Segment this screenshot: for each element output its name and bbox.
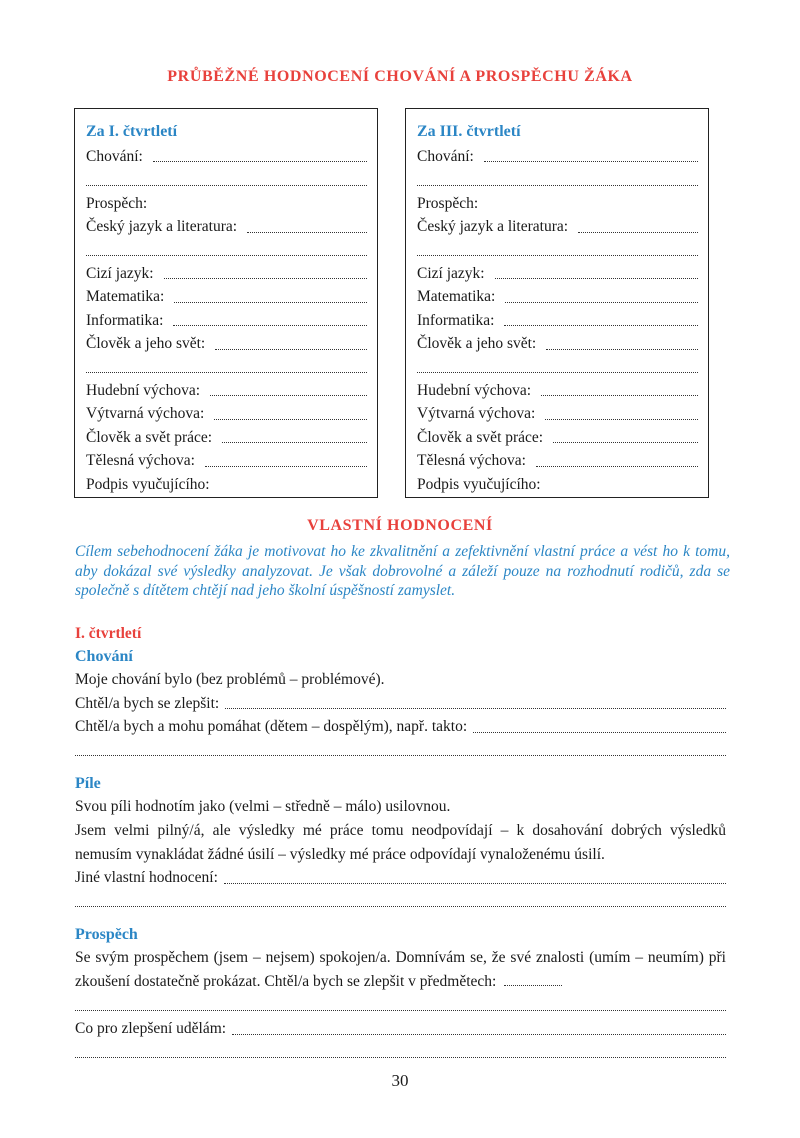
fill-line[interactable] [536, 449, 698, 472]
fill-line[interactable] [153, 145, 367, 168]
fill-line[interactable] [578, 215, 698, 238]
field-label: Prospěch: [417, 194, 479, 212]
field-informatika[interactable] [417, 309, 698, 332]
pile-heading: Píle [75, 775, 101, 793]
fill-line[interactable] [215, 332, 367, 355]
fill-line[interactable] [505, 285, 698, 308]
field-label: Informatika: [86, 311, 164, 329]
fill-line[interactable] [553, 426, 698, 449]
field-telesna[interactable] [86, 449, 367, 472]
field-label: Český jazyk a literatura: [417, 218, 569, 236]
fill-line[interactable] [205, 449, 367, 472]
chovani-statement: Moje chování bylo (bez problémů – problémové). [75, 671, 385, 688]
fill-line[interactable] [545, 402, 698, 425]
field-label: Matematika: [86, 288, 165, 306]
fill-line[interactable] [214, 402, 367, 425]
fill-line[interactable] [75, 1041, 726, 1065]
prospech-heading: Prospěch [75, 926, 138, 944]
chovani-heading: Chování [75, 648, 133, 665]
field-label: Člověk a jeho svět: [417, 335, 537, 353]
field-vytvarna[interactable] [417, 402, 698, 425]
field-clovek-svet[interactable] [417, 332, 698, 355]
fill-line[interactable] [164, 262, 367, 285]
field-label: Chování: [417, 148, 474, 165]
field-cizi[interactable] [417, 262, 698, 285]
fill-line[interactable] [500, 972, 562, 986]
fill-line[interactable] [222, 426, 367, 449]
fill-line[interactable] [225, 692, 726, 716]
field-label: Informatika: [417, 311, 495, 329]
fill-line[interactable] [75, 994, 726, 1018]
quarter-title: Za III. čtvrtletí [417, 123, 521, 140]
field-label: Chtěl/a bych se zlepšit: [75, 694, 220, 712]
quarter-heading: I. čtvrtletí [75, 625, 142, 642]
field-label: Podpis vyučujícího: [417, 475, 541, 493]
field-clovek-svet[interactable] [86, 332, 367, 355]
field-cizi[interactable] [86, 262, 367, 285]
prospech-statement[interactable] [75, 946, 726, 993]
fill-line[interactable] [173, 309, 367, 332]
self-eval-intro: Cílem sebehodnocení žáka je motivovat ho ke zkvalitnění a zefektivnění vlastní práce a vést ho k tomu, aby dokázal své výsledky analyzovat. Je však dobrovolné a záleží pouze na rozhodnutí rodičů, zda se společně s dítětem chtějí nad jeho školní úspěšností zamyslet. [75, 543, 730, 599]
page-title: PRŮBĚŽNÉ HODNOCENÍ CHOVÁNÍ A PROSPĚCHU ŽÁKA [167, 68, 633, 85]
fill-line[interactable] [174, 285, 367, 308]
pile-other-row[interactable] [75, 866, 726, 890]
fill-line[interactable] [224, 866, 726, 890]
field-hudebni[interactable] [86, 379, 367, 402]
fill-line[interactable] [541, 379, 698, 402]
field-label: Český jazyk a literatura: [86, 218, 238, 236]
field-label: Chování: [86, 148, 143, 165]
field-cesky[interactable] [417, 215, 698, 238]
field-matematika[interactable] [417, 285, 698, 308]
self-eval-title: VLASTNÍ HODNOCENÍ [307, 517, 493, 534]
field-label: Výtvarná výchova: [86, 405, 205, 423]
fill-line[interactable] [495, 262, 698, 285]
field-label: Jiné vlastní hodnocení: [75, 869, 218, 887]
quarter-box-3 [405, 108, 709, 498]
field-podpis[interactable] [417, 473, 698, 496]
fill-line[interactable] [75, 739, 726, 763]
field-label: Člověk a svět práce: [86, 428, 213, 446]
fill-line[interactable] [75, 890, 726, 914]
fill-line[interactable] [417, 356, 698, 379]
field-vytvarna[interactable] [86, 402, 367, 425]
field-chovani[interactable] [417, 145, 698, 168]
quarter-title: Za I. čtvrtletí [86, 123, 178, 140]
fill-line[interactable] [417, 168, 698, 191]
field-telesna[interactable] [417, 449, 698, 472]
field-label: Tělesná výchova: [417, 452, 526, 470]
prospech-action-row[interactable] [75, 1017, 726, 1041]
field-svet-prace[interactable] [86, 426, 367, 449]
field-podpis[interactable] [86, 473, 367, 496]
field-matematika[interactable] [86, 285, 367, 308]
field-svet-prace[interactable] [417, 426, 698, 449]
field-cesky[interactable] [86, 215, 367, 238]
fill-line[interactable] [247, 215, 367, 238]
fill-line[interactable] [473, 715, 726, 739]
field-prospech [86, 192, 367, 215]
chovani-help-row[interactable] [75, 715, 726, 739]
field-label: Člověk a jeho svět: [86, 335, 206, 353]
field-label: Člověk a svět práce: [417, 428, 544, 446]
field-label: Hudební výchova: [417, 382, 532, 400]
field-label: Hudební výchova: [86, 382, 201, 400]
field-informatika[interactable] [86, 309, 367, 332]
fill-line[interactable] [232, 1017, 726, 1041]
page-number: 30 [391, 1071, 409, 1090]
field-label: Prospěch: [86, 194, 148, 212]
fill-line[interactable] [504, 309, 698, 332]
field-label: Chtěl/a bych a mohu pomáhat (dětem – dospělým), např. takto: [75, 718, 468, 736]
field-label: Podpis vyučujícího: [86, 475, 210, 493]
fill-line[interactable] [546, 332, 698, 355]
field-hudebni[interactable] [417, 379, 698, 402]
field-label: Cizí jazyk: [417, 265, 485, 282]
fill-line[interactable] [86, 239, 367, 262]
field-prospech [417, 192, 698, 215]
field-label: Cizí jazyk: [86, 265, 154, 282]
field-chovani[interactable] [86, 145, 367, 168]
fill-line[interactable] [484, 145, 698, 168]
fill-line[interactable] [210, 379, 367, 402]
chovani-improve-row[interactable] [75, 692, 726, 716]
fill-line[interactable] [86, 356, 367, 379]
fill-line[interactable] [86, 168, 367, 191]
field-label: Co pro zlepšení udělám: [75, 1020, 227, 1038]
pile-statement: Svou píli hodnotím jako (velmi – středně – málo) usilovnou. [75, 798, 451, 816]
fill-line[interactable] [417, 239, 698, 262]
field-label: Matematika: [417, 288, 496, 306]
pile-options: Jsem velmi pilný/á, ale výsledky mé práce tomu neodpovídají – k dosahování dobrých výsledků nemusím vynakládat žádné úsilí – výsledky mé práce odpovídají vynaloženému úsilí. [75, 821, 726, 863]
quarter-box-1 [74, 108, 378, 498]
self-eval-content [75, 622, 726, 1064]
prospech-text: Se svým prospěchem (jsem – nejsem) spokojen/a. Domnívám se, že své znalosti (umím – neumím) při zkoušení dostatečně prokázat. Chtěl/a bych se zlepšit v předmětech: [75, 949, 726, 990]
field-label: Tělesná výchova: [86, 452, 195, 470]
field-label: Výtvarná výchova: [417, 405, 536, 423]
